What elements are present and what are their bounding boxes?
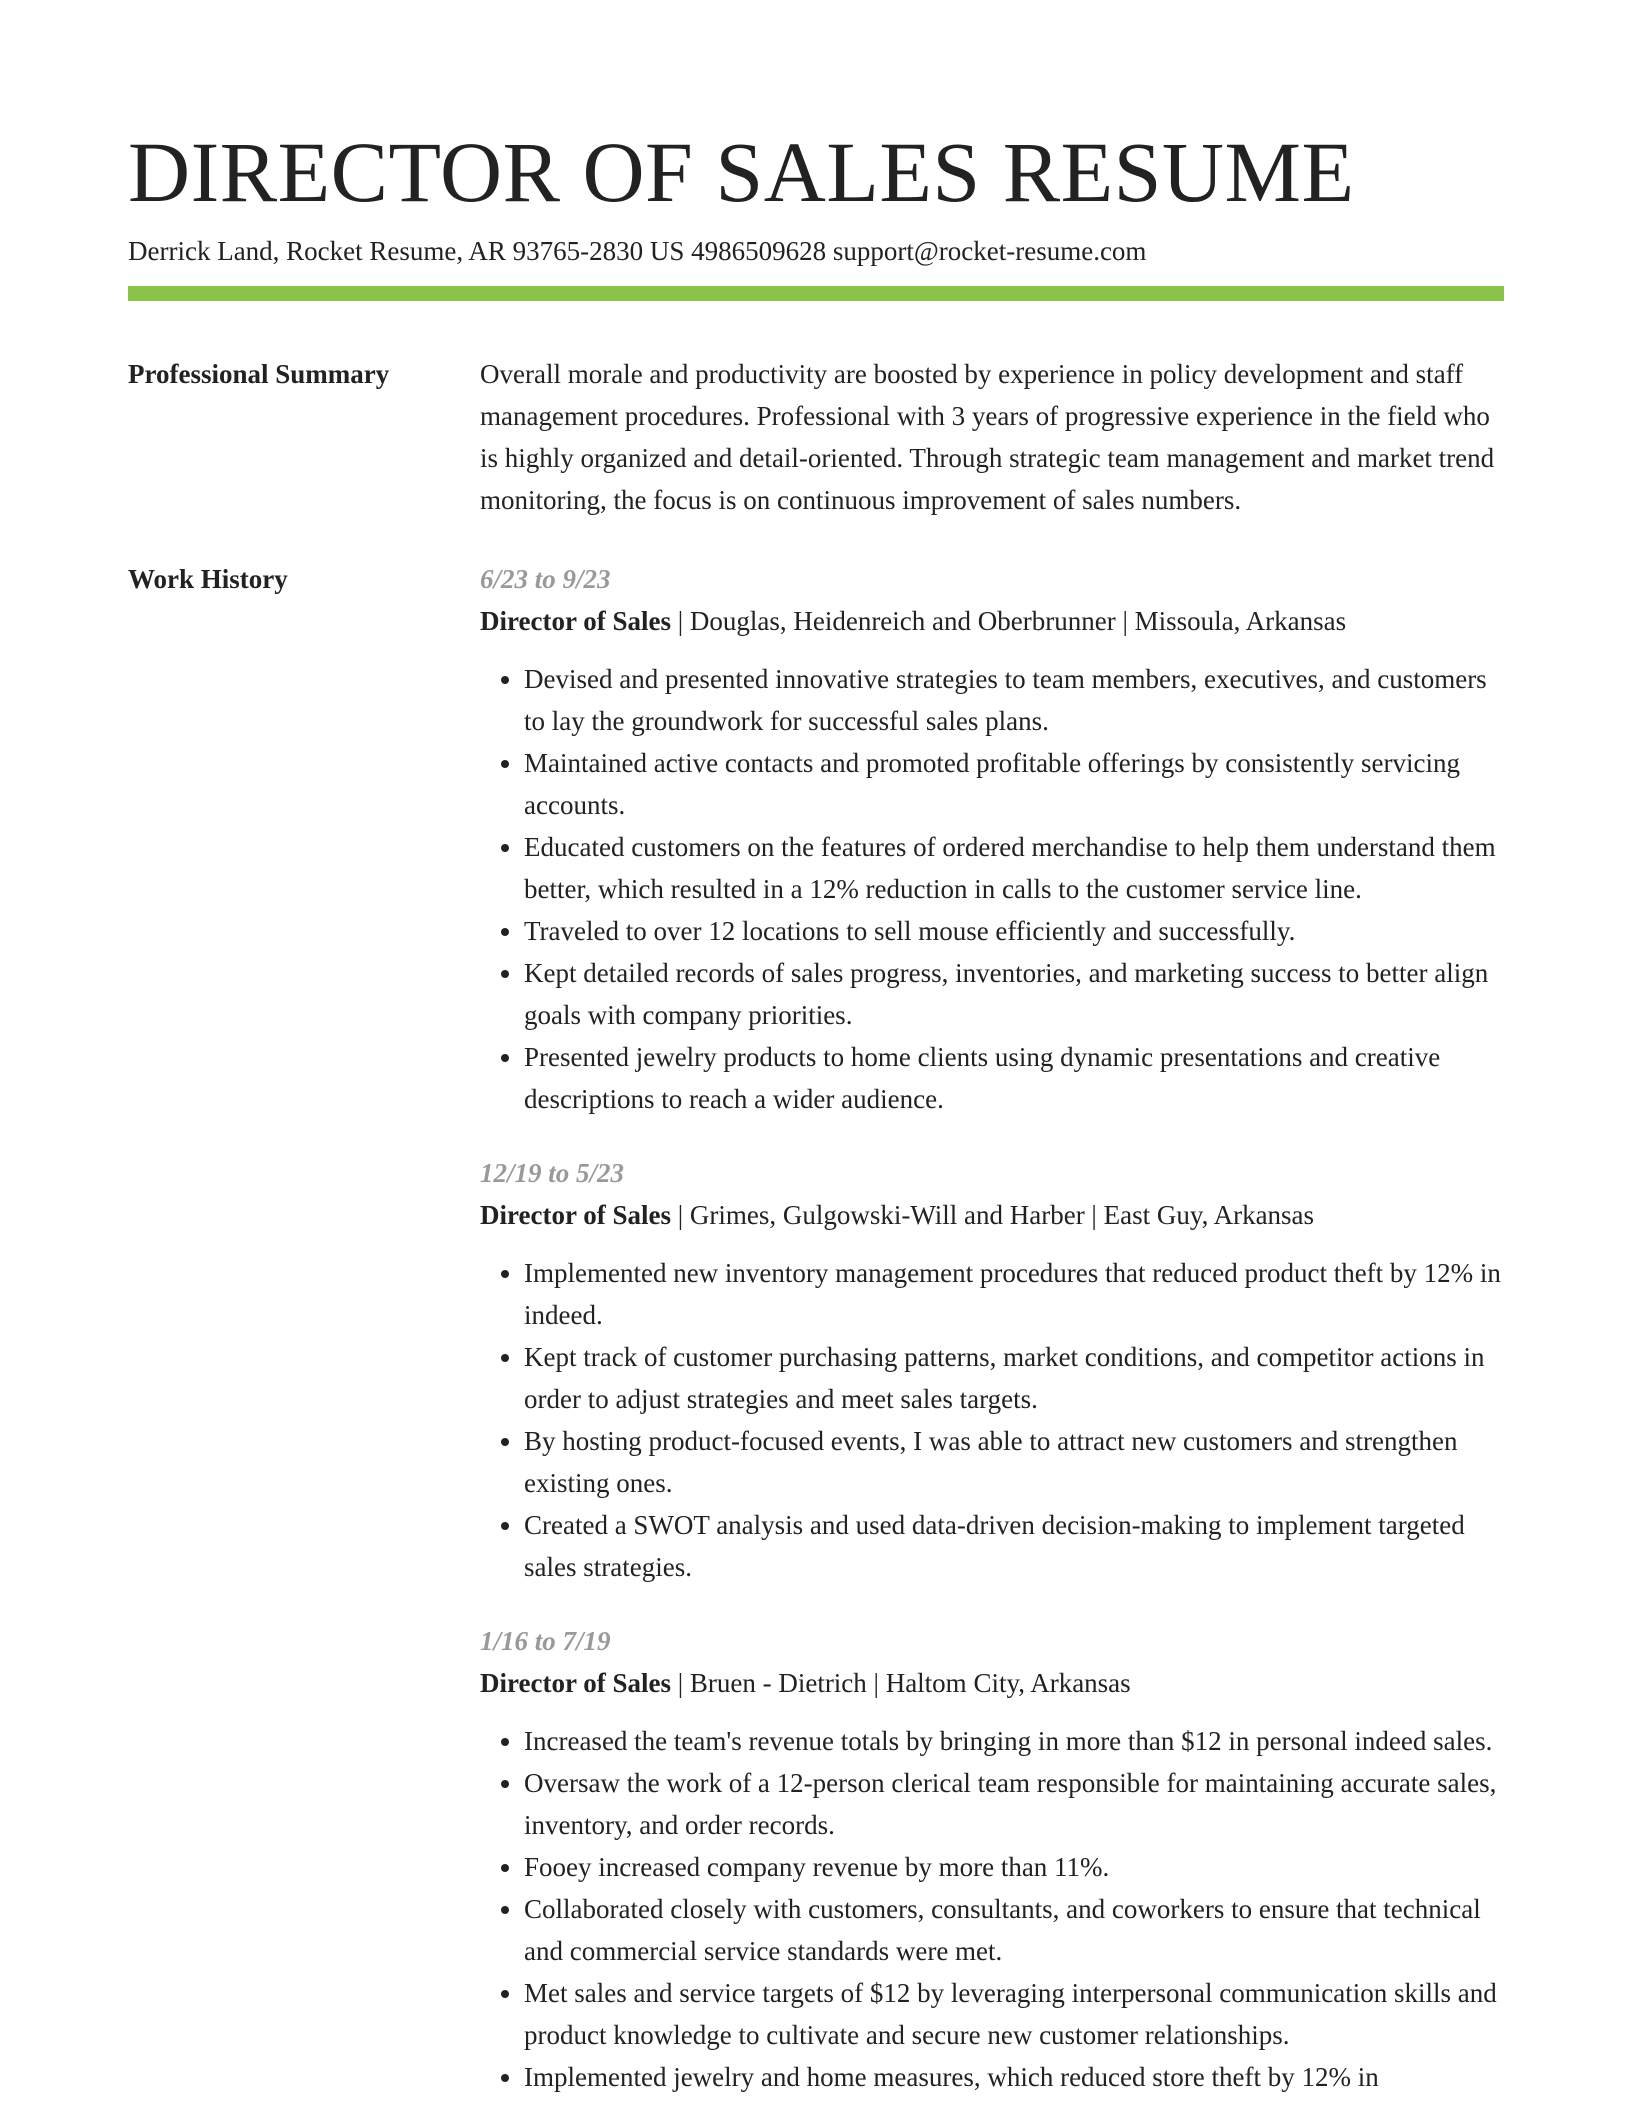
professional-summary-section [128,353,1504,521]
work-history-body [480,558,1504,2098]
job-heading [480,1662,1504,1704]
contact-line: Derrick Land, Rocket Resume, AR 93765-2830 US 4986509628 support@rocket-resume.com [128,236,1147,266]
job-bullet: • Kept track of customer purchasing patterns, market conditions, and competitor actions in order to adjust strategies and meet sales targets. [524,1336,1504,1420]
resume-title: DIRECTOR OF SALES RESUME [128,124,1355,220]
job-entry [480,1620,1504,2098]
job-bullet-list [480,1720,1504,2098]
job-bullet: • Met sales and service targets of $12 by leveraging interpersonal communication skills and product knowledge to cultivate and secure new customer relationships. [524,1972,1504,2056]
job-bullet: • Implemented new inventory management procedures that reduced product theft by 12% in indeed. [524,1252,1504,1336]
job-dates: 6/23 to 9/23 [480,564,611,594]
job-bullet: • Devised and presented innovative strategies to team members, executives, and customers to lay the groundwork for successful sales plans. [524,658,1504,742]
job-bullet-list [480,1252,1504,1588]
job-heading [480,600,1504,642]
job-company-location: | Grimes, Gulgowski-Will and Harber | East Guy, Arkansas [670,1200,1315,1230]
job-bullet: • Traveled to over 12 locations to sell mouse efficiently and successfully. [524,910,1504,952]
job-bullet: • Collaborated closely with customers, consultants, and coworkers to ensure that technical and commercial service standards were met. [524,1888,1504,1972]
job-bullet: • Fooey increased company revenue by more than 11%. [524,1846,1504,1888]
job-role: Director of Sales [480,1200,671,1230]
section-label-summary: Professional Summary [128,359,390,389]
job-bullet: • By hosting product-focused events, I was able to attract new customers and strengthen existing ones. [524,1420,1504,1504]
job-bullet: • Kept detailed records of sales progress, inventories, and marketing success to better align goals with company priorities. [524,952,1504,1036]
job-company-location: | Douglas, Heidenreich and Oberbrunner | Missoula, Arkansas [670,606,1347,636]
section-label-work-history: Work History [128,564,288,594]
job-entry [480,1152,1504,1588]
summary-body [480,353,1504,521]
job-bullet: • Implemented jewelry and home measures, which reduced store theft by 12% in [524,2056,1504,2098]
job-bullet: • Presented jewelry products to home clients using dynamic presentations and creative descriptions to reach a wider audience. [524,1036,1504,1120]
job-entry [480,558,1504,1120]
job-bullet: • Created a SWOT analysis and used data-driven decision-making to implement targeted sales strategies. [524,1504,1504,1588]
summary-text: Overall morale and productivity are boosted by experience in policy development and staff management procedures. Professional with 3 years of progressive experience in the field who is highly organized and detail-oriented. Through strategic team management and market trend monitoring, the focus is on continuous improvement of sales numbers. [480,359,1495,515]
resume-page [128,0,1504,2098]
job-dates: 12/19 to 5/23 [480,1158,625,1188]
job-bullet-list [480,658,1504,1120]
work-history-section [128,558,1504,2098]
job-bullet: • Educated customers on the features of ordered merchandise to help them understand them better, which resulted in a 12% reduction in calls to the customer service line. [524,826,1504,910]
job-company-location: | Bruen - Dietrich | Haltom City, Arkansas [670,1668,1131,1698]
job-dates: 1/16 to 7/19 [480,1626,611,1656]
job-role: Director of Sales [480,606,671,636]
job-heading [480,1194,1504,1236]
job-bullet: • Oversaw the work of a 12-person clerical team responsible for maintaining accurate sales, inventory, and order records. [524,1762,1504,1846]
accent-divider [128,286,1504,301]
job-bullet: • Increased the team's revenue totals by bringing in more than $12 in personal indeed sales. [524,1720,1504,1762]
job-bullet: • Maintained active contacts and promoted profitable offerings by consistently servicing accounts. [524,742,1504,826]
job-role: Director of Sales [480,1668,671,1698]
